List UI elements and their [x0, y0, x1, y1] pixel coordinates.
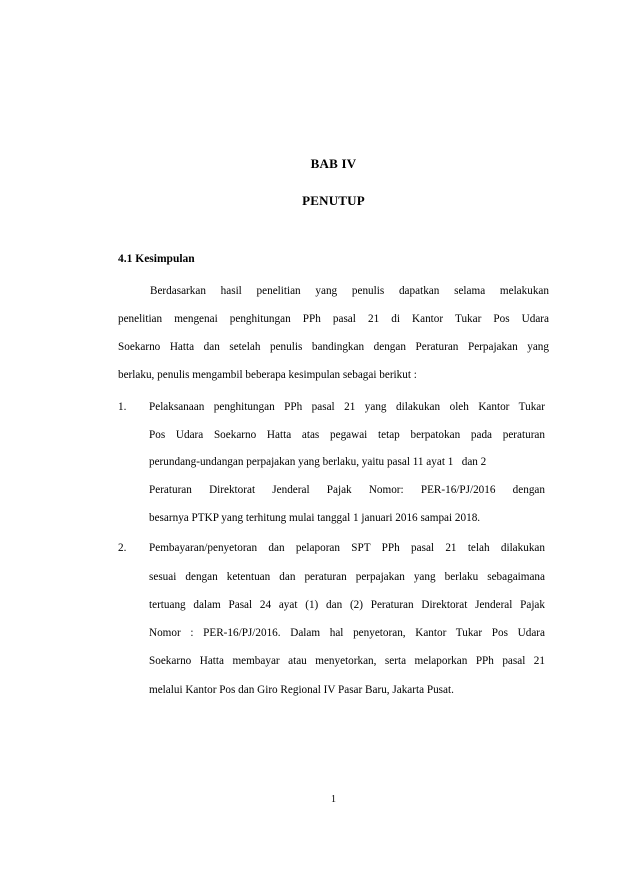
list-item-line: Pelaksanaan penghitungan PPh pasal 21 yang dilakukan oleh Kantor Tukar — [149, 401, 545, 413]
list-item-line: besarnya PTKP yang terhitung mulai tanggal 1 januari 2016 sampai 2018. — [149, 512, 481, 524]
page-number: 1 — [331, 794, 336, 805]
list-item-line: tertuang dalam Pasal 24 ayat (1) dan (2) Peraturan Direktorat Jenderal Pajak — [149, 599, 545, 611]
intro-line: Soekarno Hatta dan setelah penulis bandingkan dengan Peraturan Perpajakan yang — [118, 341, 549, 353]
chapter-number: BAB IV — [310, 156, 357, 171]
list-item-line: Nomor : PER-16/PJ/2016. Dalam hal penyetoran, Kantor Tukar Pos Udara — [149, 627, 545, 639]
list-item-line: Soekarno Hatta membayar atau menyetorkan, serta melaporkan PPh pasal 21 — [149, 655, 545, 667]
list-item-line: Pembayaran/penyetoran dan pelaporan SPT PPh pasal 21 telah dilakukan — [149, 542, 545, 554]
chapter-title: PENUTUP — [302, 193, 365, 208]
section-heading: 4.1 Kesimpulan — [118, 253, 195, 265]
list-item-line: melalui Kantor Pos dan Giro Regional IV Pasar Baru, Jakarta Pusat. — [149, 684, 454, 696]
list-item-line: Pos Udara Soekarno Hatta atas pegawai tetap berpatokan pada peraturan — [149, 429, 545, 441]
intro-line: Berdasarkan hasil penelitian yang penulis dapatkan selama melakukan — [150, 285, 549, 297]
list-item-line: perundang-undangan perpajakan yang berlaku, yaitu pasal 11 ayat 1 dan 2 — [149, 456, 487, 468]
intro-line: berlaku, penulis mengambil beberapa kesimpulan sebagai berikut : — [118, 369, 417, 381]
list-item-line: Peraturan Direktorat Jenderal Pajak Nomor: PER-16/PJ/2016 dengan — [149, 484, 545, 496]
intro-line: penelitian mengenai penghitungan PPh pasal 21 di Kantor Tukar Pos Udara — [118, 313, 549, 325]
list-number: 2. — [118, 542, 127, 554]
list-number: 1. — [118, 401, 127, 413]
list-item-line: sesuai dengan ketentuan dan peraturan perpajakan yang berlaku sebagaimana — [149, 571, 545, 583]
